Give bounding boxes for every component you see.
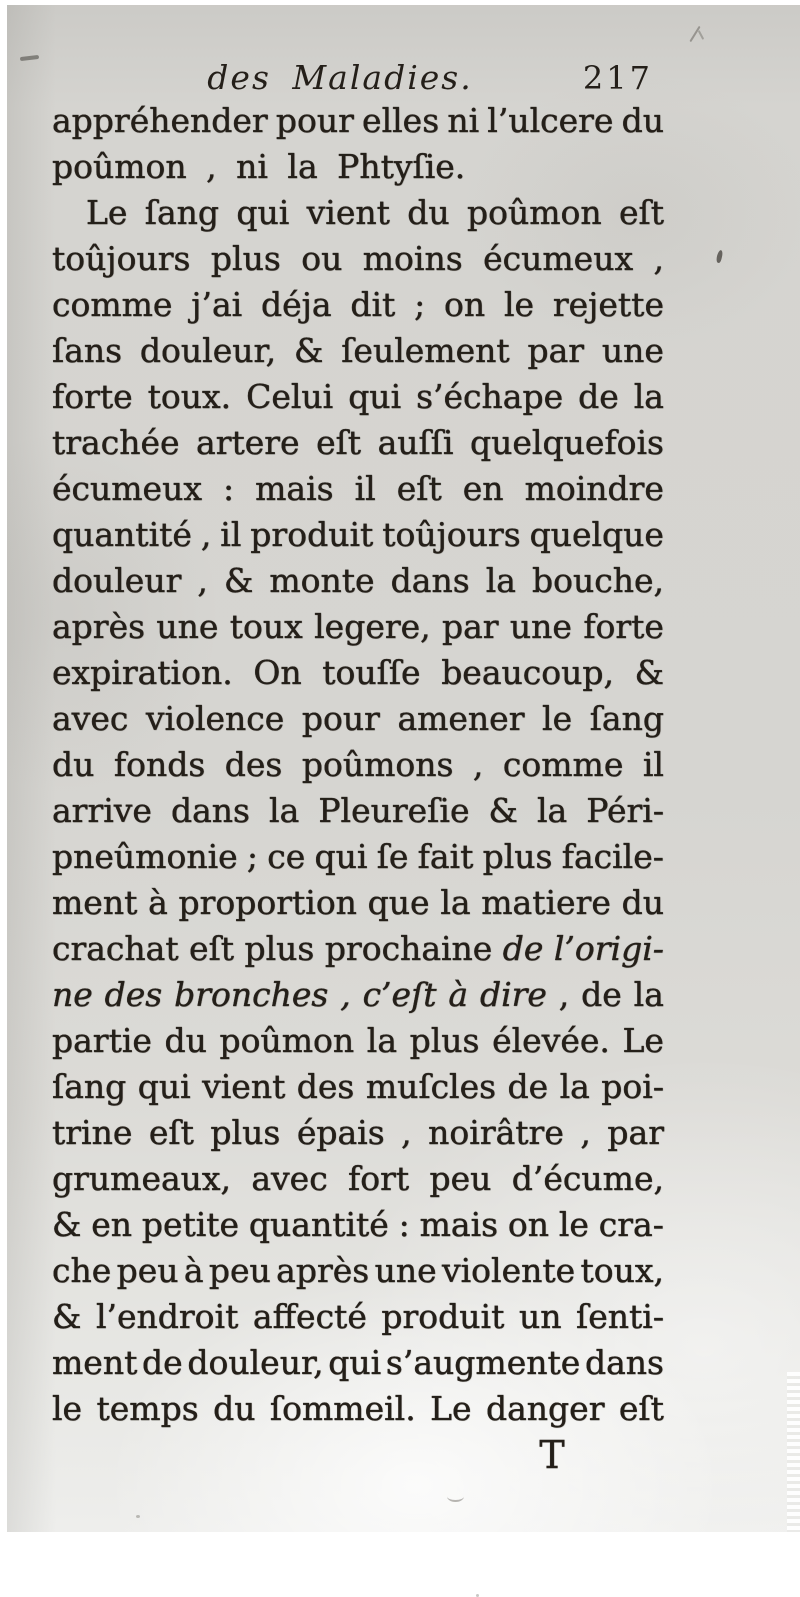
text-line: écumeux : mais il eſt en moindre <box>52 469 664 508</box>
running-header <box>52 52 664 104</box>
scan-edge-right <box>787 1372 800 1532</box>
text-line: & l’endroit affecté produit un ſenti- <box>52 1297 664 1336</box>
text-line: forte toux. Celui qui s’échape de la <box>52 377 664 416</box>
text-line: trachée artere eſt auſſi quelquefois <box>52 423 664 462</box>
text-line: avec violence pour amener le ſang <box>52 699 664 738</box>
text-line: crachat eſt plus prochaine de l’origi- <box>52 929 664 968</box>
text-line: comme j’ai déja dit ; on le rejette <box>52 285 664 324</box>
text-line: grumeaux, avec fort peu d’écume, <box>52 1159 664 1198</box>
text-line: partie du poûmon la plus élevée. Le <box>52 1021 664 1060</box>
text-line: après une toux legere, par une forte <box>52 607 664 646</box>
text-line: che peu à peu après une violente toux, <box>52 1251 664 1290</box>
text-line: ment de douleur, qui s’augmente dans <box>52 1343 664 1382</box>
signature-mark: T <box>539 1433 565 1477</box>
text-line: trine eſt plus épais , noirâtre , par <box>52 1113 664 1152</box>
text-line: pneûmonie ; ce qui ſe fait plus facile- <box>52 837 664 876</box>
text-line: douleur , & monte dans la bouche, <box>52 561 664 600</box>
ink-speck <box>698 30 704 40</box>
text-line: appréhender pour elles ni l’ulcere du <box>52 101 664 140</box>
body-text <box>52 98 664 1432</box>
text-line: expiration. On touſſe beaucoup, & <box>52 653 664 692</box>
text-line: arrive dans la Pleureſie & la Péri- <box>52 791 664 830</box>
text-line: Le ſang qui vient du poûmon eſt <box>86 193 664 232</box>
text-line: le temps du ſommeil. Le danger eſt <box>52 1389 664 1428</box>
text-line: ſans douleur, & ſeulement par une <box>52 331 664 370</box>
ink-speck <box>136 1515 140 1518</box>
ink-speck <box>716 250 724 264</box>
scan-edge-top <box>0 0 800 5</box>
text-line: ſang qui vient des muſcles de la poi- <box>52 1067 664 1106</box>
text-line: toûjours plus ou moins écumeux , <box>52 239 664 278</box>
page-number: 217 <box>582 59 653 97</box>
text-line: & en petite quantité : mais on le cra- <box>52 1205 664 1244</box>
ink-speck <box>447 1491 464 1502</box>
running-header-title: des Maladies. <box>207 58 473 97</box>
text-line: ne des bronches , c’eſt à dire , de la <box>52 975 664 1014</box>
text-line: du fonds des poûmons , comme il <box>52 745 664 784</box>
text-line: poûmon , ni la Phtyſie. <box>52 147 466 186</box>
scan-edge-left <box>0 0 7 1532</box>
text-line: ment à proportion que la matiere du <box>52 883 664 922</box>
text-line: quantité , il produit toûjours quelque <box>52 515 664 554</box>
ink-speck <box>20 55 39 61</box>
